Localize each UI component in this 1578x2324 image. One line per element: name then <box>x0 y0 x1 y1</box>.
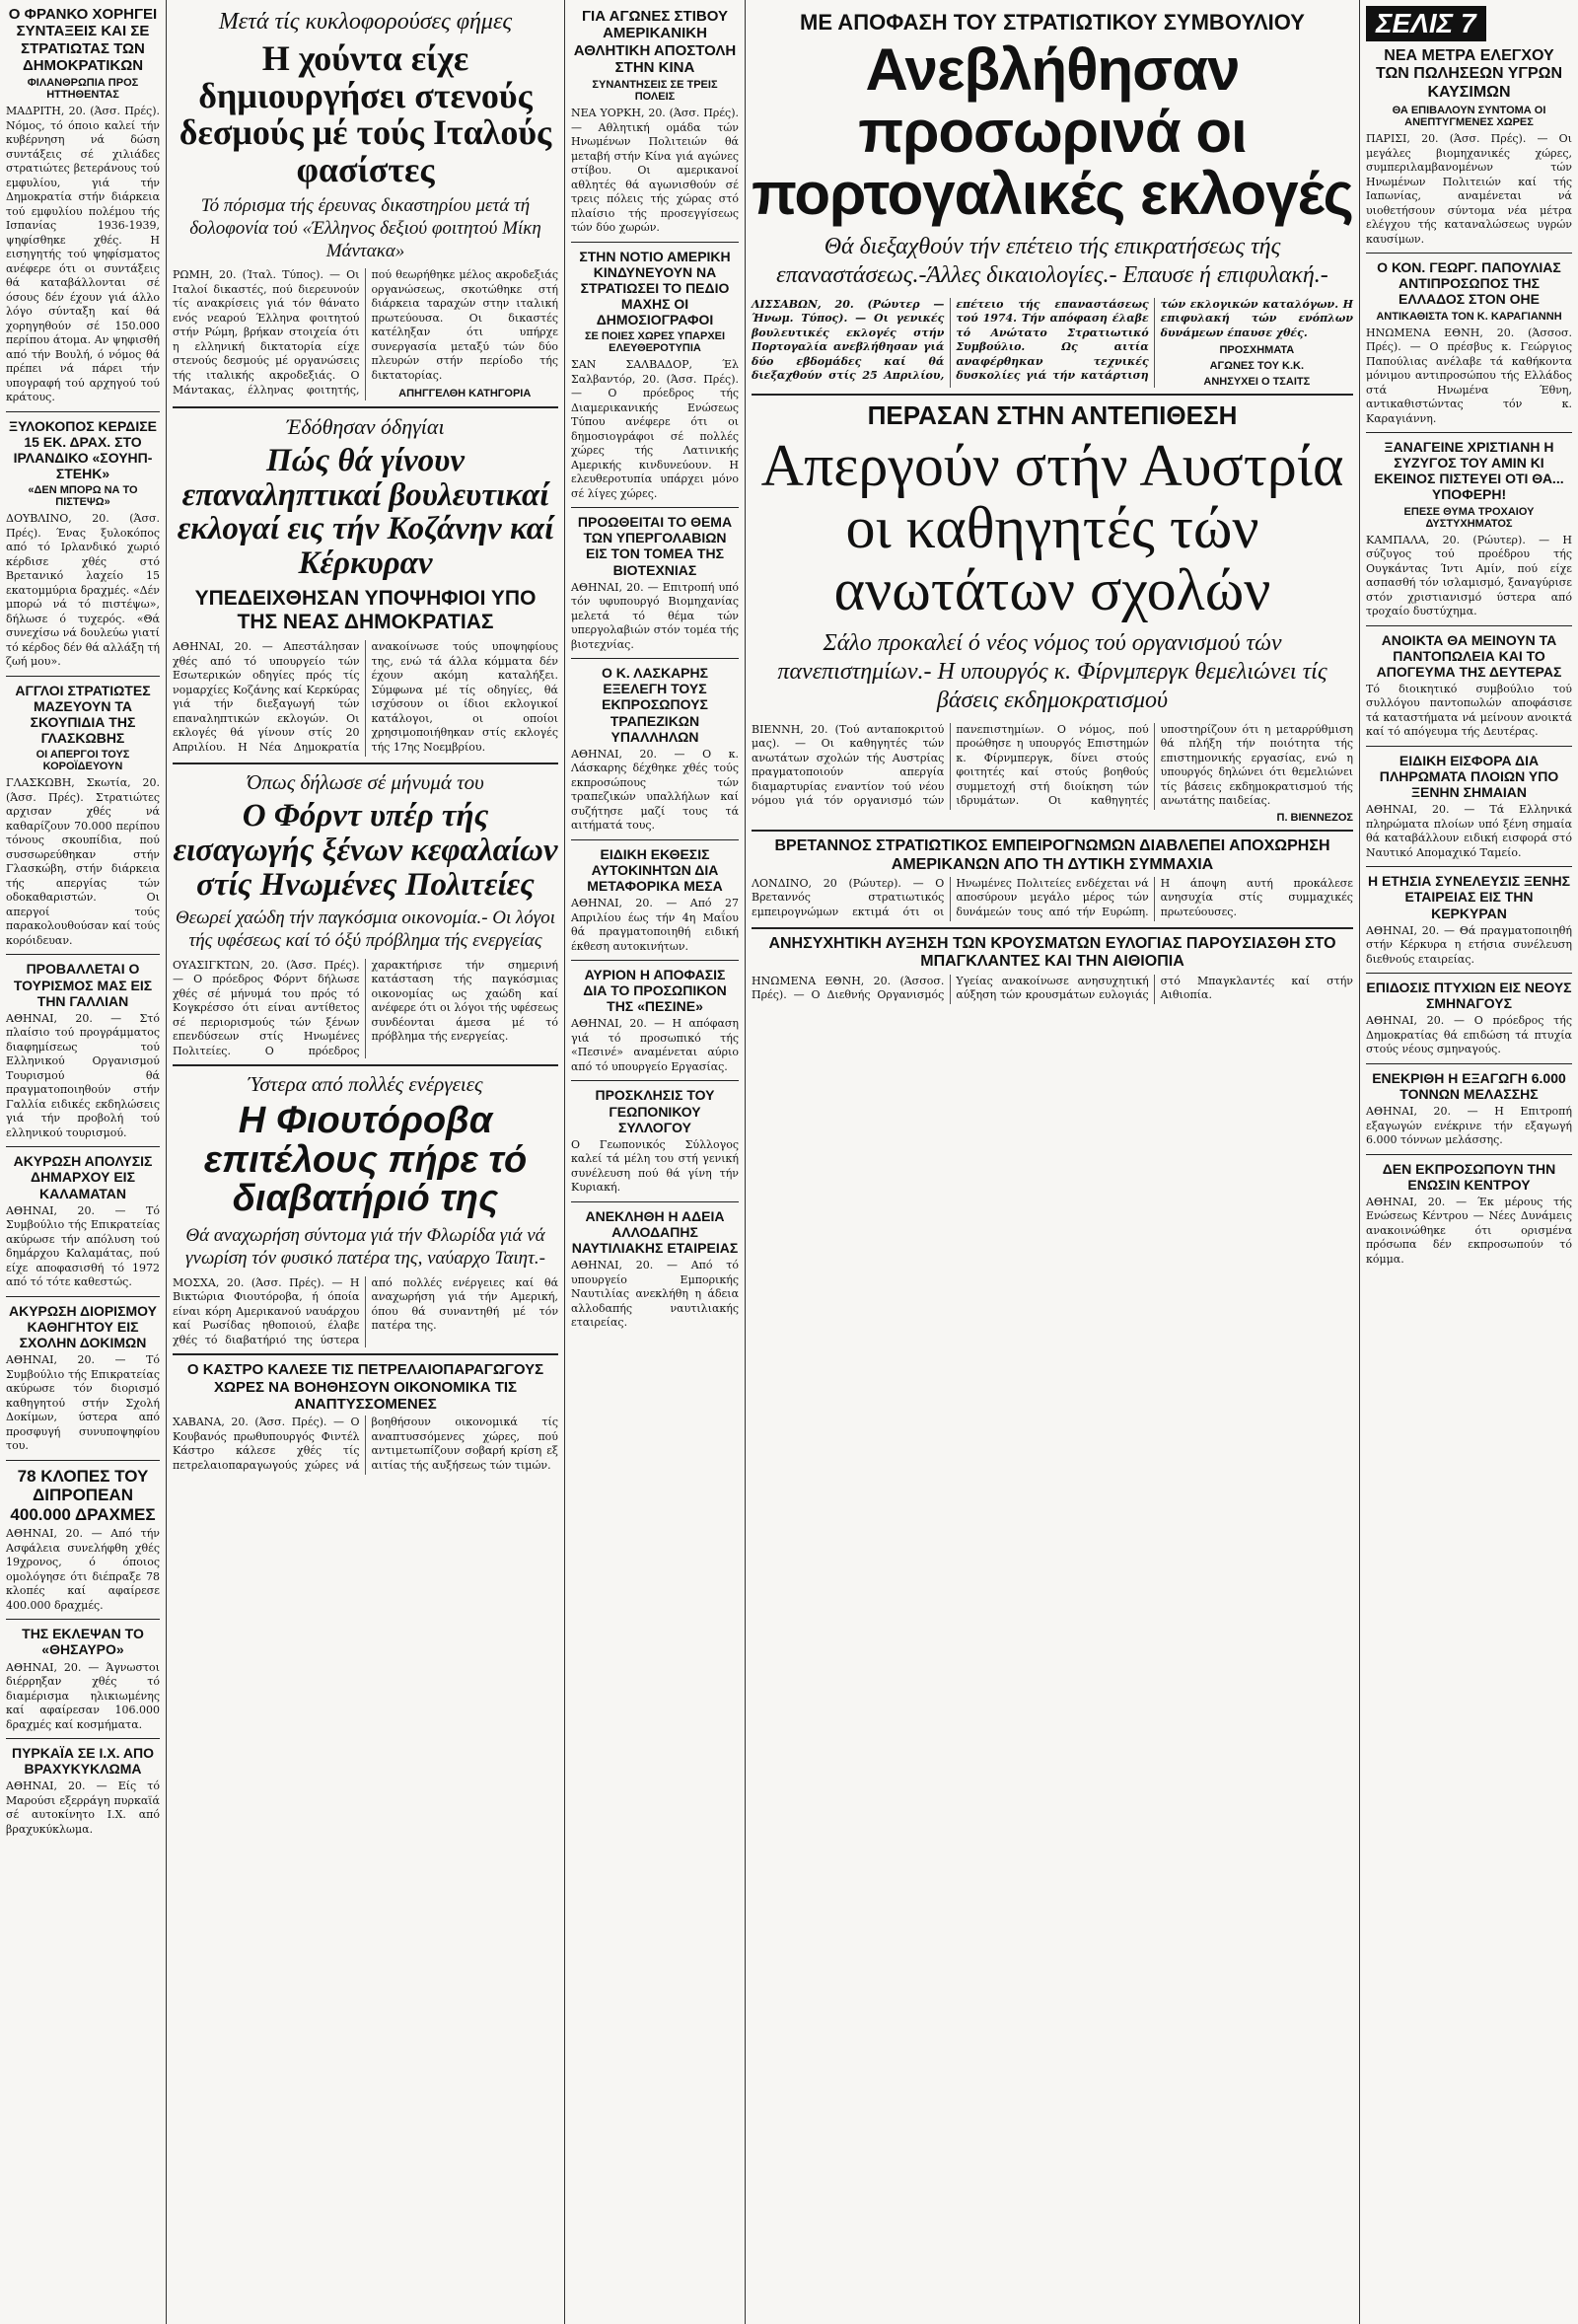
headline: ΠΡΟΩΘΕΙΤΑΙ ΤΟ ΘΕΜΑ ΤΩΝ ΥΠΕΡΓΟΛΑΒΙΩΝ ΕΙΣ ΤΟΝ ΤΟΜΕΑ ΤΗΣ ΒΙΟΤΕΧΝΙΑΣ <box>577 514 733 578</box>
subheadline: ΑΝΤΙΚΑΘΙΣΤΑ ΤΟΝ Κ. ΚΑΡΑΓΙΑΝΝΗ <box>1376 310 1562 323</box>
divider <box>6 411 160 412</box>
subheadline: Θεωρεί χαώδη τήν παγκόσμια οικονομία.- Οι λόγοι τής υφέσεως καί τό όξύ πρόβλημα τής ενεργείας <box>175 908 556 952</box>
article-body: ΧΑΒΑΝΑ, 20. (Άσσ. Πρές). — Ο Κουβανός πρωθυπουργός Φιντέλ Κάστρο κάλεσε χθές τίς πετρελαιοπαραγωγούς χώρες νά βοηθήσουν οικονομικά τίς αναπτυσσόμενες χώρες, πού αντιμετωπίζουν σοβαρή κρίση εξ αιτίας τής αυξήσεως τών τιμών. <box>173 1416 558 1472</box>
article-body: ΜΟΣΧΑ, 20. (Άσσ. Πρές). — Η Βικτώρια Φιουτόροβα, ή όποία είναι κόρη Αμερικανού ναυάρχου καί Ρωσίδας ηθοποιού, έλαβε χθές τό διαβατήριό της ύστερα από πολλές ενέργειες καί θά αναχωρήση γιά τήν Αμερική, όπου θά συναντηθή μέ τόν πατέρα της. <box>173 1275 558 1346</box>
divider <box>173 1353 558 1355</box>
divider <box>571 658 739 659</box>
subheadline: ΑΠΗΓΓΕΛΘΗ ΚΑΤΗΓΟΡΙΑ <box>398 387 532 399</box>
divider <box>1366 746 1572 747</box>
article-body: ΑΘΗΝΑΙ, 20. — Τά Ελληνικά πληρώματα πλοίων υπό ξένη σημαία θά καταβάλλουν ειδική εισφορά στό Ναυτικό Απομαχικό Ταμείο. <box>1366 803 1572 859</box>
headline: ΔΕΝ ΕΚΠΡΟΣΩΠΟΥΝ ΤΗΝ ΕΝΩΣΙΝ ΚΕΝΤΡΟΥ <box>1382 1160 1556 1193</box>
article-body: ΡΩΜΗ, 20. (Ίταλ. Τύπος). — Οι Ιταλοί δικαστές, πού διερευνούν τίς ανακρίσεις γιά τόν θάνατο ενός νεαρού Έλληνα φοιτητού στήν Ρώμη, βρήκαν στοιχεία ότι η ελληνική δικτατορία είχε στενούς δεσμούς μέ οργανώσεις τής ιταλικής ακροδεξιάς. Ο Μάντακας, έλληνας φοιτητής, πού θεωρήθηκε μέλος ακροδεξιάς οργανώσεως, σκοτώθηκε στή διάρκεια ταραχών στην ιταλική πρωτεύουσα. Οι δικαστές κατέληξαν ότι υπήρχε συνεργασία μεταξύ τών δύο πλευρών στήν περίοδο τής δικτατορίας. <box>173 268 558 397</box>
divider <box>571 839 739 840</box>
article-body: ΓΛΑΣΚΩΒΗ, Σκωτία, 20. (Άσσ. Πρές). Στρατιώτες αρχισαν χθές νά καθαρίζουν 70.000 περίπου τόνους σκουπίδια, πού συσσωρεύθηκαν στήν Γλασκώβη, στήν διάρκεια τής απεργίας τών οδοκαθαριστών. Οι απεργοί τούς παρακολουθούσαν καί τούς κορόιδευαν. <box>6 776 160 947</box>
article-body: ΗΝΩΜΕΝΑ ΕΘΝΗ, 20. (Άσσοσ. Πρές). — Ο Διεθνής Οργανισμός Υγείας ανακοίνωσε ανησυχητική αύξηση τών κρουσμάτων ευλογιάς στό Μπαγκλαντές καί στήν Αιθιοπία. <box>752 974 1353 1002</box>
page-number: ΣΕΛΙΣ 7 <box>1366 6 1486 41</box>
headline: Ο ΚΟΝ. ΓΕΩΡΓ. ΠΑΠΟΥΛΙΑΣ ΑΝΤΙΠΡΟΣΩΠΟΣ ΤΗΣ ΕΛΛΑΔΟΣ ΣΤΟΝ ΟΗΕ <box>1377 259 1561 308</box>
article-body: ΠΑΡΙΣΙ, 20. (Άσσ. Πρές). — Οι μεγάλες βιομηχανικές χώρες, συμπεριλαμβανομένων τών Ηνωμένων Πολιτειών καί τής Ιαπωνίας, αναμένεται νά υιοθετήσουν σύντομα νέα μέτρα ελέγχου τής καταναλώσεως υγρών καυσίμων. <box>1366 132 1572 246</box>
article-columns <box>752 723 1353 810</box>
divider <box>571 507 739 508</box>
divider <box>1366 973 1572 974</box>
article-body: ΣΑΝ ΣΑΛΒΑΔΟΡ, Έλ Σαλβαντόρ, 20. (Άσσ. Πρές). — Ο πρόεδρος τής Διαμερικανικής Ενώσεως Τύπου ανέφερε ότι οι δημοσιογράφοι σέ πολλές χώρες τής Λατινικής Αμερικής κινδυνεύουν. Η ελευθεροτυπία υπάρχει μόνο σέ λίγες χώρες. <box>571 358 739 500</box>
article-body: ΑΘΗΝΑΙ, 20. — Από τό υπουργείο Εμπορικής Ναυτιλίας ανεκλήθη η άδεια αλλοδαπής ναυτιλιακής εταιρείας. <box>571 1259 739 1330</box>
subheadline: ΠΡΟΣΧΗΜΑΤΑ <box>1219 344 1295 357</box>
article-body: ΛΟΝΔΙΝΟ, 20 (Ρώυτερ). — Ο Βρεταννός στρατιωτικός εμπειρογνώμων εκτιμά ότι οι Ηνωμένες Πολιτείες ενδέχεται νά αποσύρουν μεγάλο μέρος τών δυνάμεών τους από τήν Ευρώπη. Η άποψη αυτή προκάλεσε ανησυχία στίς συμμαχικές πρωτεύουσες. <box>752 876 1353 918</box>
headline: Η Φιουτόροβα επιτέλους πήρε τό διαβατήριό της <box>203 1099 528 1220</box>
divider <box>1366 253 1572 254</box>
article-body: ΗΝΩΜΕΝΑ ΕΘΝΗ, 20. (Άσσοσ. Πρές). — Ο πρέσβυς κ. Γεώργιος Παπούλιας ανέλαβε τά καθήκοντα μόνιμου αντιπροσώπου τής Ελλάδος στά Ηνωμένα Έθνη, αντικαθιστώντας τόν κ. Καραγιάννη. <box>1366 326 1572 425</box>
headline: Απεργούν στήν Αυστρία οι καθηγητές τών ανωτάτων σχολών <box>760 433 1344 623</box>
article-columns <box>173 1276 558 1348</box>
article-body: ΑΘΗΝΑΙ, 20. — Η Επιτροπή εξαγωγών ενέκρινε τήν εξαγωγή 6.000 τόννων μελάσσης. <box>1366 1105 1572 1147</box>
article-body: ΑΘΗΝΑΙ, 20. — Από τήν Ασφάλεια συνελήφθη χθές 19χρονος, ό όποιος ομολόγησε ότι διέπραξε 78 κλοπές καί αφαίρεσε 400.000 δραχμές. <box>6 1527 160 1612</box>
headline: ΠΡΟΒΑΛΛΕΤΑΙ Ο ΤΟΥΡΙΣΜΟΣ ΜΑΣ ΕΙΣ ΤΗΝ ΓΑΛΛΙΑΝ <box>13 961 153 1009</box>
article-body: ΑΘΗΝΑΙ, 20. — Άγνωστοι διέρρηξαν χθές τό διαμέρισμα ηλικιωμένης καί αφαίρεσαν 106.000 δραχμές καί κοσμήματα. <box>6 1660 160 1731</box>
divider <box>6 676 160 677</box>
divider <box>173 1064 558 1066</box>
headline: ΕΝΕΚΡΙΘΗ Η ΕΞΑΓΩΓΗ 6.000 ΤΟΝΝΩΝ ΜΕΛΑΣΣΗΣ <box>1372 1069 1566 1102</box>
headline: ΠΡΟΣΚΛΗΣΙΣ ΤΟΥ ΓΕΩΠΟΝΙΚΟΥ ΣΥΛΛΟΓΟΥ <box>595 1087 715 1135</box>
article-body: ΑΘΗΝΑΙ, 20. — Στό πλαίσιο τού προγράμματος διαφημίσεως τού Ελληνικού Οργανισμού Τουρισμού θά πραγματοποιηθούν στήν Γαλλία ειδικές εκδηλώσεις γιά τήν προβολή τού ελληνικού τουρισμού. <box>6 1011 160 1139</box>
kicker: ΜΕ ΑΠΟΦΑΣΗ ΤΟΥ ΣΤΡΑΤΙΩΤΙΚΟΥ ΣΥΜΒΟΥΛΙΟΥ <box>800 10 1305 35</box>
article-body: ΑΘΗΝΑΙ, 20. — Θά πραγματοποιηθή στήν Κέρκυρα η ετήσια συνέλευση διεθνούς εταιρείας. <box>1366 923 1572 966</box>
headline: ΑΚΥΡΩΣΗ ΔΙΟΡΙΣΜΟΥ ΚΑΘΗΓΗΤΟΥ ΕΙΣ ΣΧΟΛΗΝ ΔΟΚΙΜΩΝ <box>9 1302 157 1350</box>
divider <box>173 763 558 764</box>
subheadline: Τό πόρισμα τής έρευνας δικαστηρίου μετά τή δολοφονία τού «Έλληνος δεξιού φοιτητού Μίκη Μάντακα» <box>189 194 541 261</box>
kicker: ΠΕΡΑΣΑΝ ΣΤΗΝ ΑΝΤΕΠΙΘΕΣΗ <box>867 400 1238 431</box>
headline: ΣΤΗΝ ΝΟΤΙΟ ΑΜΕΡΙΚΗ ΚΙΝΔΥΝΕΥΟΥΝ ΝΑ ΣΤΡΑΤΙΩΣΕΙ ΤΟ ΠΕΔΙΟ ΜΑΧΗΣ ΟΙ ΔΗΜΟΣΙΟΓΡΑΦΟΙ <box>579 248 731 328</box>
divider <box>571 242 739 243</box>
article-body: ΚΑΜΠΑΛΑ, 20. (Ρώυτερ). — Η σύζυγος τού προέδρου τής Ουγκάντας Ίντι Αμίν, πού είχε ασπασθή τόν ισλαμισμό, ξαναγύρισε στόν χριστιανισμό ύστερα από τροχαίο δυστύχημα. <box>1366 533 1572 618</box>
headline: ΑΥΡΙΟΝ Η ΑΠΟΦΑΣΙΣ ΔΙΑ ΤΟ ΠΡΟΣΩΠΙΚΟΝ ΤΗΣ «ΠΕΣΙΝΕ» <box>583 967 727 1015</box>
article-body: ΒΙΕΝΝΗ, 20. (Τού ανταποκριτού μας). — Οι καθηγητές τών ανωτάτων σχολών τής Αυστρίας πραγματοποιούν απεργία διαμαρτυρίας εναντίον τού νέου νόμου γιά τόν οργανισμό τών πανεπιστημίων. Ο νόμος, πού προώθησε η υπουργός Επιστημών κ. Φίρνμπεργκ, δίνει στούς φοιτητές καί στούς βοηθούς συμμετοχή στή διοίκηση τών ιδρυμάτων. Οι καθηγητές υποστηρίζουν ότι η μεταρρύθμιση θά πλήξη τήν ποιότητα τής επιστημονικής εργασίας, ενώ η υπουργός δηλώνει ότι θεμελιώνει τίς βάσεις εκδημοκρατισμού τής ανωτάτης παιδείας. <box>752 722 1353 808</box>
subheadline: ΥΠΕΔΕΙΧΘΗΣΑΝ ΥΠΟΨΗΦΙΟΙ ΥΠΟ ΤΗΣ ΝΕΑΣ ΔΗΜΟΚΡΑΤΙΑΣ <box>194 586 537 633</box>
subheadline: Θά αναχωρήση σύντομα γιά τήν Φλωρίδα γιά νά γνωρίση τόν φυσικό πατέρα της, ναύαρχο Ταιητ.- <box>185 1225 545 1270</box>
article-body: ΑΘΗΝΑΙ, 20. — Επιτροπή υπό τόν υφυπουργό Βιομηχανίας μελετά τό θέμα τών υπεργολαβιών στόν τομέα τής βιοτεχνίας. <box>571 580 739 651</box>
headline: Ο ΚΑΣΤΡΟ ΚΑΛΕΣΕ ΤΙΣ ΠΕΤΡΕΛΑΙΟΠΑΡΑΓΩΓΟΥΣ ΧΩΡΕΣ ΝΑ ΒΟΗΘΗΣΟΥΝ ΟΙΚΟΝΟΜΙΚΑ ΤΙΣ ΑΝΑΠΤΥΣΣΟΜΕΝΕΣ <box>186 1361 544 1413</box>
article-body: ΑΘΗΝΑΙ, 20. — Η απόφαση γιά τό προσωπικό τής «Πεσινέ» αναμένεται αύριο από τό υπουργείο Εργασίας. <box>571 1017 739 1073</box>
article-body: ΑΘΗΝΑΙ, 20. — Τό Συμβούλιο τής Επικρατείας ακύρωσε τήν απόλυση τού δημάρχου Καλαμάτας, πού είχε αποφασισθή τό 1972 από τό τότε καθεστώς. <box>6 1203 160 1289</box>
headline: ΑΚΥΡΩΣΗ ΑΠΟΛΥΣΙΣ ΔΗΜΑΡΧΟΥ ΕΙΣ ΚΑΛΑΜΑΤΑΝ <box>13 1153 153 1201</box>
subheadline: ΕΠΕΣΕ ΘΥΜΑ ΤΡΟΧΑΙΟΥ ΔΥΣΤΥΧΗΜΑΤΟΣ <box>1403 505 1535 530</box>
divider <box>1366 866 1572 867</box>
article-body: ΟΥΑΣΙΓΚΤΩΝ, 20. (Άσσ. Πρές). — Ο πρόεδρος Φόρντ δήλωσε χθές σέ μήνυμά του πρός τό Κογκρέσσο ότι είναι αντίθετος σέ περιορισμούς τών ξένων επενδύσεων στίς Ηνωμένες Πολιτείες. Ο πρόεδρος χαρακτήρισε τήν σημερινή κατάσταση τής παγκόσμιας οικονομίας ως χαώδη καί ανέφερε ότι οι λόγοι τής υφέσεως συνδέονται άμεσα μέ τό πρόβλημα τής ενεργείας. <box>173 958 558 1057</box>
subheadline: «ΔΕΝ ΜΠΟΡΩ ΝΑ ΤΟ ΠΙΣΤΕΨΩ» <box>28 484 138 509</box>
headline: Η ΕΤΗΣΙΑ ΣΥΝΕΛΕΥΣΙΣ ΞΕΝΗΣ ΕΤΑΙΡΕΙΑΣ ΕΙΣ ΤΗΝ ΚΕΡΚΥΡΑΝ <box>1367 873 1571 921</box>
article-body: ΑΘΗΝΑΙ, 20. — Έκ μέρους τής Ενώσεως Κέντρου — Νέες Δυνάμεις ανακοινώθηκε ότι ορισμένα πρόσωπα δέν εκπροσωπούν τό κόμμα. <box>1366 1195 1572 1266</box>
article-body: ΑΘΗΝΑΙ, 20. — Είς τό Μαρούσι εξερράγη πυρκαϊά σέ αυτοκίνητο Ι.Χ. από βραχυκύκλωμα. <box>6 1779 160 1836</box>
author: Π. ΒΙΕΝΝΕΖΟΣ <box>1276 812 1353 825</box>
divider <box>173 406 558 408</box>
subheadline: ΑΓΩΝΕΣ ΤΟΥ Κ.Κ. <box>1209 360 1305 373</box>
divider <box>6 1146 160 1147</box>
subheadline: Θά διεξαχθούν τήν επέτειο τής επικρατήσεως τής επαναστάσεως.-Άλλες δικαιολογίες.- Επαυσε ή επιφυλακή.- <box>776 234 1328 289</box>
headline: ΑΝΕΚΛΗΘΗ Η ΑΔΕΙΑ ΑΛΛΟΔΑΠΗΣ ΝΑΥΤΙΛΙΑΚΗΣ ΕΤΑΙΡΕΙΑΣ <box>571 1207 739 1256</box>
article-body: ΑΘΗΝΑΙ, 20. — Ο πρόεδρος τής Δημοκρατίας θά επιδώση τά πτυχία στούς νέους σμηναγούς. <box>1366 1014 1572 1056</box>
divider <box>571 960 739 961</box>
headline: Ο Φόρντ υπέρ τής εισαγωγής ξένων κεφαλαίων στίς Ηνωμένες Πολιτείες <box>173 798 558 903</box>
headline: ΒΡΕΤΑΝΝΟΣ ΣΤΡΑΤΙΩΤΙΚΟΣ ΕΜΠΕΙΡΟΓΝΩΜΩΝ ΔΙΑΒΛΕΠΕΙ ΑΠΟΧΩΡΗΣΗ ΑΜΕΡΙΚΑΝΩΝ ΑΠΟ ΤΗ ΔΥΤΙΚΗ ΣΥΜΜΑΧΙΑ <box>774 837 1330 873</box>
headline: Πώς θά γίνουν επαναληπτικαί βουλευτικαί εκλογαί εις τήν Κοζάνην καί Κέρκυραν <box>177 443 554 582</box>
subheadline: ΣΥΝΑΝΤΗΣΕΙΣ ΣΕ ΤΡΕΙΣ ΠΟΛΕΙΣ <box>592 79 718 103</box>
column-4 <box>746 0 1359 2324</box>
divider <box>1366 432 1572 433</box>
headline: ΑΓΓΛΟΙ ΣΤΡΑΤΙΩΤΕΣ ΜΑΖΕΥΟΥΝ ΤΑ ΣΚΟΥΠΙΔΙΑ ΤΗΣ ΓΛΑΣΚΩΒΗΣ <box>15 682 151 747</box>
article-body: ΛΙΣΣΑΒΩΝ, 20. (Ρώυτερ — Ήνωμ. Τύπος). — Οι γενικές βουλευτικές εκλογές στήν Πορτογαλία ανεβλήθησαν γιά δύο εβδομάδες καί θά διεξαχθούν στίς 25 Απριλίου, επέτειο τής επαναστάσεως τού 1974. Τήν απόφαση έλαβε τό Ανώτατο Στρατιωτικό Συμβούλιο. Ως αιτία αναφέρθηκαν τεχνικές δυσκολίες γιά τήν κατάρτιση τών εκλογικών καταλόγων. Η επιφυλακή τών ενόπλων δυνάμεων έπαυσε χθές. <box>752 297 1353 383</box>
headline: ΕΙΔΙΚΗ ΕΚΘΕΣΙΣ ΑΥΤΟΚΙΝΗΤΩΝ ΔΙΑ ΜΕΤΑΦΟΡΙΚΑ ΜΕΣΑ <box>587 845 723 894</box>
headline: ΓΙΑ ΑΓΩΝΕΣ ΣΤΙΒΟΥ ΑΜΕΡΙΚΑΝΙΚΗ ΑΘΛΗΤΙΚΗ ΑΠΟΣΤΟΛΗ ΣΤΗΝ ΚΙΝΑ <box>573 8 737 76</box>
article-columns <box>752 877 1353 921</box>
headline: ΝΕΑ ΜΕΤΡΑ ΕΛΕΓΧΟΥ ΤΩΝ ΠΩΛΗΣΕΩΝ ΥΓΡΩΝ ΚΑΥΣΙΜΩΝ <box>1375 47 1563 101</box>
column-2 <box>167 0 564 2324</box>
kicker: Όπως δήλωσε σέ μήνυμά του <box>247 770 484 795</box>
headline: ΕΙΔΙΚΗ ΕΙΣΦΟΡΑ ΔΙΑ ΠΛΗΡΩΜΑΤΑ ΠΛΟΙΩΝ ΥΠΟ ΞΕΝΗΝ ΣΗΜΑΙΑΝ <box>1379 753 1559 801</box>
headline: 78 ΚΛΟΠΕΣ ΤΟΥ ΔΙΠΡΟΠΕΑΝ 400.000 ΔΡΑΧΜΕΣ <box>10 1466 156 1524</box>
headline: ΞΥΛΟΚΟΠΟΣ ΚΕΡΔΙΣΕ 15 ΕΚ. ΔΡΑΧ. ΣΤΟ ΙΡΛΑΝΔΙΚΟ «ΣΟΥΗΠ-ΣΤΕΗΚ» <box>8 417 157 482</box>
article-body: ΑΘΗΝΑΙ, 20. — Ο κ. Λάσκαρης δέχθηκε χθές τούς εκπροσώπους τών τραπεζικών υπαλλήλων καί συζήτησε μαζί τους τά αιτήματά τους. <box>571 747 739 833</box>
divider <box>6 1738 160 1739</box>
headline: ΑΝΗΣΥΧΗΤΙΚΗ ΑΥΞΗΣΗ ΤΩΝ ΚΡΟΥΣΜΑΤΩΝ ΕΥΛΟΓΙΑΣ ΠΑΡΟΥΣΙΑΣΘΗ ΣΤΟ ΜΠΑΓΚΛΑΝΤΕΣ ΚΑΙ ΤΗΝ ΑΙΘΙΟΠΙΑ <box>768 934 1336 971</box>
subheadline: ΑΝΗΣΥΧΕΙ Ο ΤΣΑΙΤΣ <box>1203 376 1311 389</box>
article-columns <box>752 298 1353 389</box>
article-columns <box>173 640 558 757</box>
divider <box>6 1460 160 1461</box>
kicker: Έδόθησαν όδηγίαι <box>286 413 445 439</box>
headline: ΑΝΟΙΚΤΑ ΘΑ ΜΕΙΝΟΥΝ ΤΑ ΠΑΝΤΟΠΩΛΕΙΑ ΚΑΙ ΤΟ ΑΠΟΓΕΥΜΑ ΤΗΣ ΔΕΥΤΕΡΑΣ <box>1376 631 1562 680</box>
kicker: Ύστερα από πολλές ενέργειες <box>248 1072 483 1097</box>
headline: Ο ΦΡΑΝΚΟ ΧΟΡΗΓΕΙ ΣΥΝΤΑΞΕΙΣ ΚΑΙ ΣΕ ΣΤΡΑΤΙΩΤΑΣ ΤΩΝ ΔΗΜΟΚΡΑΤΙΚΩΝ <box>8 6 158 74</box>
column-1 <box>0 0 166 2324</box>
kicker: Μετά τίς κυκλοφορούσες φήμες <box>218 9 513 35</box>
divider <box>752 394 1353 396</box>
article-body: Τό διοικητικό συμβούλιο τού συλλόγου παντοπωλών αποφάσισε τά καταστήματα νά μείνουν ανοικτά καί τό απόγευμα τής Δευτέρας. <box>1366 682 1572 739</box>
divider <box>6 954 160 955</box>
headline: Ο Κ. ΛΑΣΚΑΡΗΣ ΕΞΕΛΕΓΗ ΤΟΥΣ ΕΚΠΡΟΣΩΠΟΥΣ ΤΡΑΠΕΖΙΚΩΝ ΥΠΑΛΛΗΛΩΝ <box>601 665 709 745</box>
headline: ΞΑΝΑΓΕΙΝΕ ΧΡΙΣΤΙΑΝΗ Η ΣΥΖΥΓΟΣ ΤΟΥ ΑΜΙΝ ΚΙ ΕΚΕΙΝΟΣ ΠΙΣΤΕΥΕΙ ΟΤΙ ΘΑ... ΥΠΟΦΕΡΗ! <box>1374 439 1564 503</box>
subheadline: ΘΑ ΕΠΙΒΑΛΟΥΝ ΣΥΝΤΟΜΑ ΟΙ ΑΝΕΠΤΥΓΜΕΝΕΣ ΧΩΡΕΣ <box>1392 105 1546 129</box>
subheadline: ΟΙ ΑΠΕΡΓΟΙ ΤΟΥΣ ΚΟΡΟΪΔΕΥΟΥΝ <box>36 749 130 773</box>
column-5 <box>1360 0 1578 2324</box>
article-columns <box>752 975 1353 1004</box>
divider <box>1366 1154 1572 1155</box>
divider <box>6 1619 160 1620</box>
headline: Η χούντα είχε δημιουργήσει στενούς δεσμούς μέ τούς Ιταλούς φασίστες <box>179 37 552 190</box>
headline: ΠΥΡΚΑΪΑ ΣΕ Ι.Χ. ΑΠΟ ΒΡΑΧΥΚΥΚΛΩΜΑ <box>11 1745 154 1778</box>
headline: Ανεβλήθησαν προσωρινά οι πορτογαλικές εκλογές <box>752 36 1353 228</box>
article-body: ΝΕΑ ΥΟΡΚΗ, 20. (Άσσ. Πρές). — Αθλητική ομάδα τών Ηνωμένων Πολιτειών θά μεταβή στήν Κίνα γιά αγώνες στίβου. Οι αμερικανοί αθλητές θά αγωνισθούν σέ τρεις πόλεις τής χώρας στό πλαίσιο τής προσεγγίσεως τών δύο χωρών. <box>571 107 739 235</box>
article-columns <box>173 268 558 399</box>
article-columns <box>173 959 558 1059</box>
subheadline: ΣΕ ΠΟΙΕΣ ΧΩΡΕΣ ΥΠΑΡΧΕΙ ΕΛΕΥΘΕΡΟΤΥΠΙΑ <box>584 330 726 355</box>
article-body: ΜΑΔΡΙΤΗ, 20. (Άσσ. Πρές). Νόμος, τό όποιο καλεί τήν κυβέρνηση νά δώση συντάξεις σέ χιλιάδες στρατιώτες βετεράνους τού εμφυλίου, γιά τήν Δημοκρατία στήν διάρκεια τού εμφυλίου πολέμου τής Ισπανίας 1936-1939, ψηφίσθηκε χθές. Η εισηγητής τού ψηφίσματος ανέφερε ότι οι συντάξεις θά καταβάλλονται σέ όσους δέν έχουν γιά άλλο λόγο σύνταξη καί θά χορηγηθούν σέ 150.000 περίπου άτομα. Αν ψηφισθή από τήν Βουλή, ό νόμος θά πρέπει νά πάρει τήν υπογραφή τού αρχηγού τού κράτους. <box>6 105 160 404</box>
subheadline: Σάλο προκαλεί ό νέος νόμος τού οργανισμού τών πανεπιστημίων.- Η υπουργός κ. Φίρνμπεργκ θεμελιώνει τίς βάσεις εκδημοκρατισμού <box>777 630 1327 713</box>
column-3 <box>565 0 745 2324</box>
article-columns <box>173 1416 558 1475</box>
headline: ΤΗΣ ΕΚΛΕΨΑΝ ΤΟ «ΘΗΣΑΥΡΟ» <box>22 1626 144 1658</box>
article-body: ΑΘΗΝΑΙ, 20. — Απεστάλησαν χθές από τό υπουργείο τών Εσωτερικών οδηγίες πρός τίς νομαρχίες Κοζάνης καί Κερκύρας γιά τήν διεξαγωγή τών επαναληπτικών εκλογών. Οι εκλογές θά γίνουν στίς 20 Απριλίου. Η Νέα Δημοκρατία ανακοίνωσε τούς υποψηφίους της, ενώ τά άλλα κόμματα δέν έχουν ακόμη καταλήξει. Σύμφωνα μέ τίς οδηγίες, θά ισχύσουν οι ίδιοι εκλογικοί κατάλογοι, οι οποίοι χρησιμοποιήθηκαν στίς εκλογές τής 17ης Νοεμβρίου. <box>173 640 558 754</box>
divider <box>571 1080 739 1081</box>
divider <box>1366 1063 1572 1064</box>
article-body: ΔΟΥΒΛΙΝΟ, 20. (Άσσ. Πρές). Ένας ξυλοκόπος από τό Ιρλανδικό χωριό κέρδισε χθές στό Βρετανικό λαχείο 15 εκατομμύρια δραχμές. «Δέν μπορώ νά τό πιστέψω», δήλωσε ό τυχερός. «Θά συνεχίσω νά δουλεύω γιατί τό κέρδος δέν θά αλλάξη τή ζωή μου». <box>6 512 160 669</box>
page-label <box>1366 6 1572 41</box>
divider <box>571 1201 739 1202</box>
divider <box>752 927 1353 929</box>
subheadline: ΦΙΛΑΝΘΡΩΠΙΑ ΠΡΟΣ ΗΤΤΗΘΕΝΤΑΣ <box>27 77 139 101</box>
divider <box>752 830 1353 832</box>
article-body: ΑΘΗΝΑΙ, 20. — Από 27 Απριλίου έως τήν 4η Μαΐου θά πραγματοποιηθή ειδική έκθεση αυτοκινήτων. <box>571 897 739 953</box>
article-body: ΑΘΗΝΑΙ, 20. — Τό Συμβούλιο τής Επικρατείας ακύρωσε τόν διορισμό καθηγητού στήν Σχολή Δοκίμων, ύστερα από προσφυγή συνυποψηφίου του. <box>6 1353 160 1453</box>
article-body: Ο Γεωπονικός Σύλλογος καλεί τά μέλη του στή γενική συνέλευση πού θά γίνη τήν Κυριακή. <box>571 1137 739 1195</box>
headline: ΕΠΙΔΟΣΙΣ ΠΤΥΧΙΩΝ ΕΙΣ ΝΕΟΥΣ ΣΜΗΝΑΓΟΥΣ <box>1366 980 1572 1012</box>
divider <box>1366 625 1572 626</box>
divider <box>6 1296 160 1297</box>
